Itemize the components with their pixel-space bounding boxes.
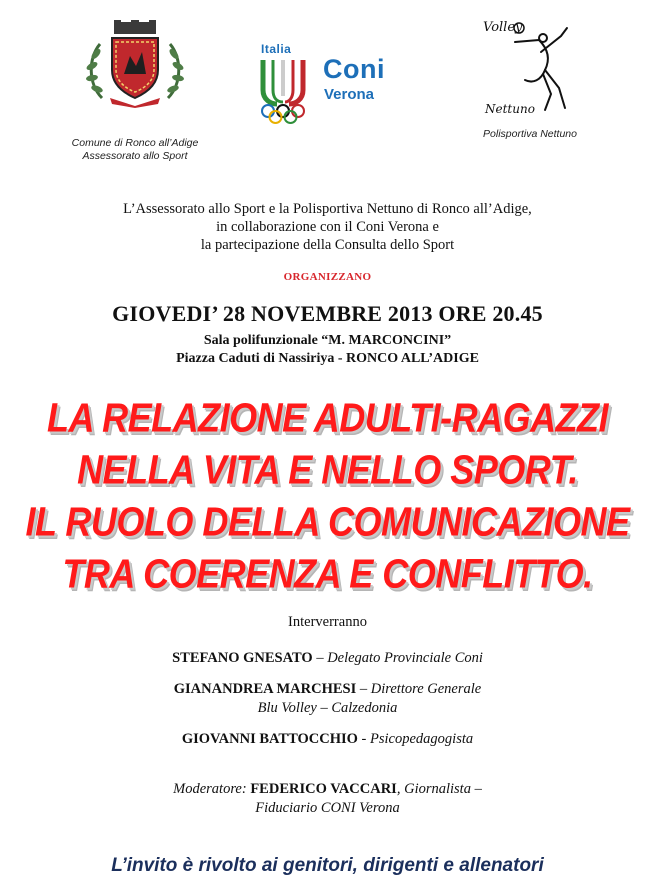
speaker-1 (0, 649, 655, 668)
speaker-name: GIOVANNI BATTOCCHIO (181, 731, 358, 747)
intro-line-3: la partecipazione della Consulta dello Sport (200, 237, 455, 253)
speaker-name: GIANANDREA MARCHESI (173, 681, 357, 697)
ronco-crest-icon (40, 18, 230, 108)
organizzano-label: ORGANIZZANO (283, 271, 372, 283)
speaker-2 (0, 680, 655, 718)
event-venue (0, 332, 655, 368)
moderator-role-line-2: Fiduciario CONI Verona (255, 800, 400, 816)
coni-flag-rings-icon (259, 56, 319, 146)
invitation-footer: L’invito è rivolto ai genitori, dirigenti e allenatori (111, 855, 544, 876)
intro-line-1: L’Assessorato allo Sport e la Polisportiva Nettuno di Ronco all’Adige, (123, 201, 532, 217)
speaker-name: STEFANO GNESATO (172, 650, 313, 666)
speaker-role: Delegato Provinciale Coni (327, 650, 483, 666)
speakers-heading: Interverranno (288, 614, 367, 630)
speaker-role-line-2: Blu Volley – Calzedonia (257, 700, 398, 716)
speaker-separator: - (357, 731, 371, 747)
speaker-3 (0, 730, 655, 749)
coni-city: Verona (324, 86, 375, 103)
venue-line-1: Sala polifunzionale “M. MARCONCINI” (203, 333, 452, 348)
moderator-role: , Giornalista – (396, 781, 482, 797)
speaker-separator: – (312, 650, 328, 666)
coni-italia-text: Italia (261, 42, 292, 56)
headline-line-1: LA RELAZIONE ADULTI-RAGAZZI (46, 394, 609, 441)
ronco-caption-line1: Comune di Ronco all’Adige (71, 137, 199, 149)
coni-word: Coni (323, 54, 385, 84)
event-date: GIOVEDI’ 28 NOVEMBRE 2013 ORE 20.45 (112, 301, 543, 326)
intro-text (0, 200, 655, 254)
ronco-logo (40, 18, 230, 163)
coni-verona-logo (255, 38, 425, 128)
headline-line-4: TRA COERENZA E CONFLITTO. (62, 550, 593, 597)
intro-line-2: in collaborazione con il Coni Verona e (216, 219, 439, 235)
headline-line-3: IL RUOLO DELLA COMUNICAZIONE (25, 498, 630, 545)
nettuno-caption: Polisportiva Nettuno (483, 128, 577, 140)
headline-line-2: NELLA VITA E NELLO SPORT. (77, 446, 578, 493)
speaker-separator: – (356, 681, 371, 697)
moderator-name: FEDERICO VACCARI (250, 781, 397, 797)
speaker-role: Psicopedagogista (370, 731, 474, 747)
moderator (0, 780, 655, 818)
volley-word: Volley (483, 20, 523, 35)
volley-nettuno-logo (455, 18, 605, 141)
speaker-role: Direttore Generale (370, 681, 482, 697)
moderator-label: Moderatore: (173, 781, 251, 797)
nettuno-word: Nettuno (485, 102, 535, 116)
event-headline (0, 392, 655, 600)
venue-line-2: Piazza Caduti di Nassiriya - RONCO ALL’ADIGE (176, 351, 479, 366)
ronco-caption-line2: Assessorato allo Sport (82, 150, 188, 162)
